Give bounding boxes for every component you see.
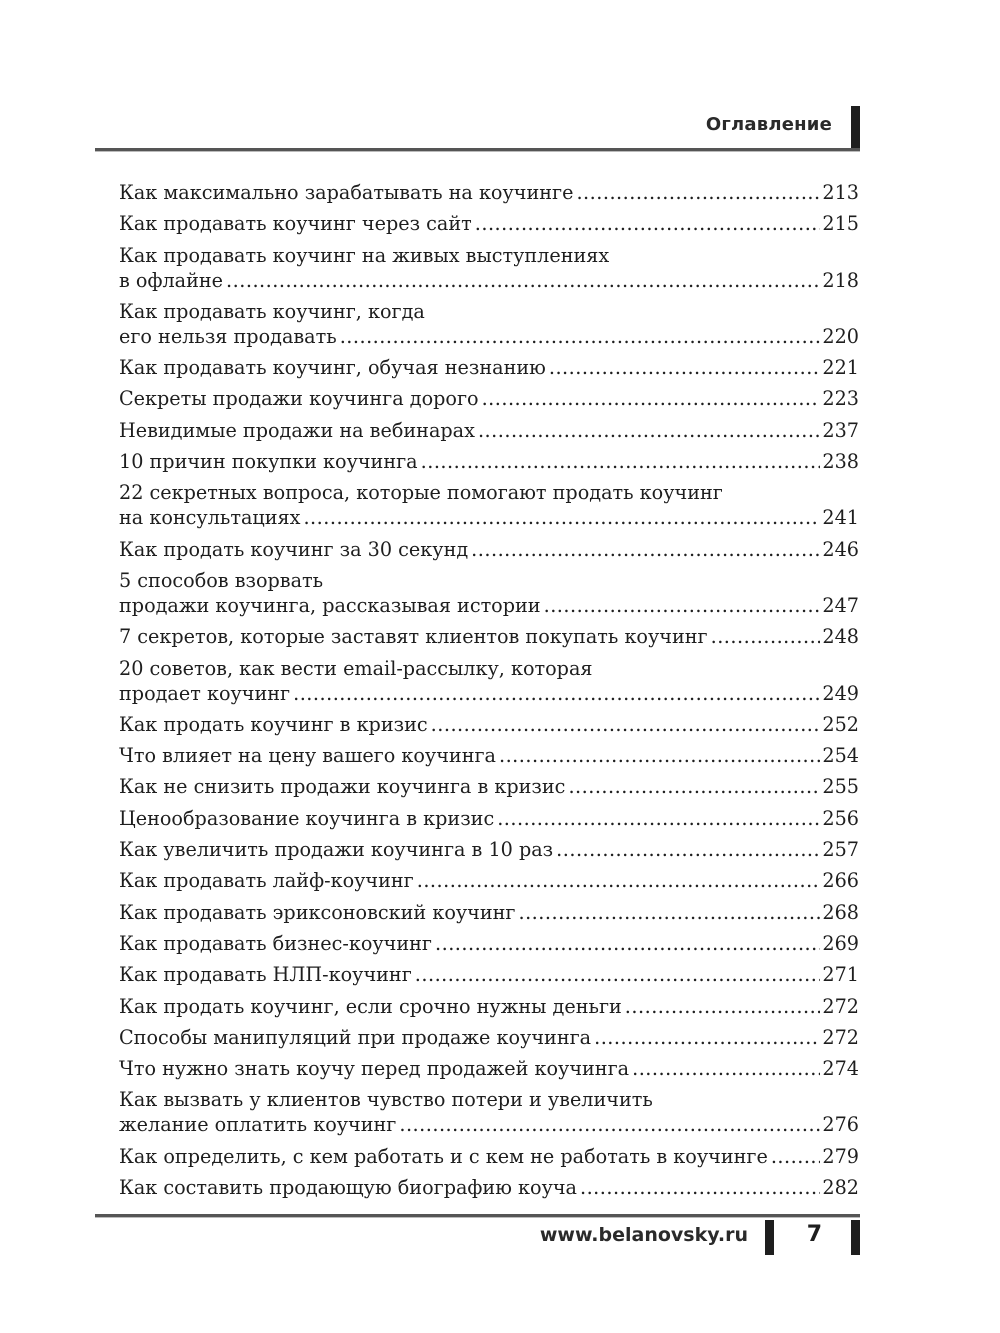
toc-page-number: 272	[822, 1025, 859, 1049]
toc-page-number: 256	[822, 806, 859, 830]
dot-leader	[399, 1112, 820, 1137]
toc-entry-row	[119, 537, 859, 562]
toc-page-number: 266	[822, 869, 859, 893]
toc-entry-title-line: 20 советов, как вести email-рассылку, которая	[119, 656, 593, 680]
toc-entry[interactable]	[119, 962, 859, 987]
toc-entry-row	[119, 1144, 859, 1169]
toc-entry-title: Как увеличить продажи коучинга в 10 раз	[119, 838, 554, 862]
toc-entry[interactable]	[119, 624, 859, 649]
toc-entry-title: Как составить продающую биографию коуча	[119, 1176, 577, 1200]
toc-page-number: 237	[822, 418, 859, 442]
dot-leader	[549, 355, 821, 380]
dot-leader	[415, 962, 821, 987]
toc-entry-title: его нельзя продавать	[119, 324, 337, 348]
toc-entry-row	[119, 418, 859, 443]
toc-entry-title: Как продавать коучинг через сайт	[119, 212, 472, 236]
toc-entry-title-line: Как вызвать у клиентов чувство потери и увеличить	[119, 1088, 653, 1112]
dot-leader	[482, 386, 821, 411]
dot-leader	[576, 180, 820, 205]
toc-entry-row	[119, 743, 859, 768]
toc-entry[interactable]	[119, 243, 859, 293]
toc-entry-row	[119, 962, 859, 987]
dot-leader	[435, 931, 820, 956]
toc-entry-title-line: Как продавать коучинг на живых выступлениях	[119, 243, 610, 267]
dot-leader	[771, 1144, 821, 1169]
toc-entry-row	[119, 593, 859, 618]
toc-entry-title: желание оплатить коучинг	[119, 1113, 397, 1137]
toc-entry[interactable]	[119, 743, 859, 768]
toc-page-number: 247	[822, 593, 859, 617]
toc-entry-title: продажи коучинга, рассказывая истории	[119, 593, 541, 617]
dot-leader	[518, 900, 820, 925]
toc-entry-title: Что нужно знать коучу перед продажей коучинга	[119, 1057, 630, 1081]
toc-entry-row	[119, 624, 859, 649]
toc-entry[interactable]	[119, 656, 859, 706]
toc-entry-title: Как продать коучинг в кризис	[119, 712, 428, 736]
toc-page-number: 215	[822, 212, 859, 236]
toc-entry-title: Как продавать лайф-коучинг	[119, 869, 414, 893]
page-number: 7	[806, 1222, 822, 1247]
toc-page-number: 269	[822, 931, 859, 955]
toc-entry-row	[119, 837, 859, 862]
header-divider	[95, 148, 860, 152]
toc-entry-row	[119, 774, 859, 799]
toc-page-number: 254	[822, 744, 859, 768]
toc-entry-title: Как продавать коучинг, обучая незнанию	[119, 356, 546, 380]
dot-leader	[431, 712, 821, 737]
dot-leader	[594, 1025, 820, 1050]
toc-entry-row	[119, 505, 859, 530]
toc-page-number: 271	[822, 963, 859, 987]
dot-leader	[471, 537, 820, 562]
dot-leader	[711, 624, 821, 649]
toc-entry-title: Способы манипуляций при продаже коучинга	[119, 1025, 592, 1049]
dot-leader	[478, 418, 820, 443]
toc-page-number: 252	[822, 712, 859, 736]
toc-entry-title: Что влияет на цену вашего коучинга	[119, 744, 496, 768]
dot-leader	[568, 774, 820, 799]
toc-entry-row	[119, 900, 859, 925]
toc-page-number: 248	[822, 625, 859, 649]
website-url: www.belanovsky.ru	[539, 1224, 748, 1246]
table-of-contents	[119, 180, 859, 1206]
toc-page-number: 213	[822, 181, 859, 204]
dot-leader	[497, 806, 820, 831]
toc-page-number: 257	[822, 838, 859, 862]
toc-entry-title-line: Как продавать коучинг, когда	[119, 299, 425, 323]
page-footer	[95, 1214, 860, 1264]
toc-page-number: 238	[822, 450, 859, 474]
toc-entry-title: 10 причин покупки коучинга	[119, 450, 418, 474]
toc-entry[interactable]	[119, 1175, 859, 1200]
toc-entry-title: Как максимально зарабатывать на коучинге	[119, 181, 574, 204]
toc-entry-title: Как продать коучинг, если срочно нужны деньги	[119, 994, 622, 1018]
toc-entry[interactable]	[119, 386, 859, 411]
footer-divider	[95, 1214, 860, 1218]
toc-page-number: 268	[822, 900, 859, 924]
toc-page-number: 223	[822, 387, 859, 411]
toc-page-number: 274	[822, 1057, 859, 1081]
toc-entry[interactable]	[119, 1025, 859, 1050]
toc-entry-title: Как определить, с кем работать и с кем не работать в коучинге	[119, 1144, 768, 1168]
toc-entry-title: продает коучинг	[119, 681, 291, 705]
toc-entry[interactable]	[119, 994, 859, 1019]
section-title: Оглавление	[705, 114, 832, 135]
toc-entry-title: Как не снизить продажи коучинга в кризис	[119, 775, 566, 799]
toc-entry-title: в офлайне	[119, 268, 224, 292]
dot-leader	[499, 743, 820, 768]
toc-entry[interactable]	[119, 537, 859, 562]
toc-page-number: 241	[822, 506, 859, 530]
footer-accent-bar-left	[765, 1220, 774, 1255]
toc-entry[interactable]	[119, 806, 859, 831]
toc-entry-title: Секреты продажи коучинга дорого	[119, 387, 479, 411]
toc-page-number: 246	[822, 537, 859, 561]
toc-page-number: 221	[822, 356, 859, 380]
dot-leader	[632, 1056, 820, 1081]
footer-accent-bar-right	[851, 1220, 860, 1255]
toc-entry[interactable]	[119, 355, 859, 380]
toc-entry-row	[119, 386, 859, 411]
toc-entry-title: на консультациях	[119, 506, 301, 530]
toc-entry-row	[119, 211, 859, 236]
toc-entry[interactable]	[119, 712, 859, 737]
toc-entry-row	[119, 712, 859, 737]
toc-page-number: 272	[822, 994, 859, 1018]
toc-entry[interactable]	[119, 418, 859, 443]
toc-page-number: 255	[822, 775, 859, 799]
header-accent-bar	[851, 106, 860, 152]
toc-page-number: 218	[822, 268, 859, 292]
toc-entry[interactable]	[119, 299, 859, 349]
dot-leader	[421, 449, 821, 474]
toc-entry-row	[119, 1025, 859, 1050]
toc-entry[interactable]	[119, 837, 859, 862]
dot-leader	[417, 868, 821, 893]
toc-entry[interactable]	[119, 868, 859, 893]
toc-entry-row	[119, 1056, 859, 1081]
toc-entry[interactable]	[119, 1056, 859, 1081]
toc-entry-title: Ценообразование коучинга в кризис	[119, 806, 495, 830]
toc-entry[interactable]	[119, 1087, 859, 1137]
toc-entry-row	[119, 355, 859, 380]
toc-entry-title: Как продавать бизнес-коучинг	[119, 931, 432, 955]
toc-entry[interactable]	[119, 180, 859, 205]
dot-leader	[293, 681, 820, 706]
dot-leader	[625, 994, 821, 1019]
toc-page-number: 220	[822, 324, 859, 348]
toc-entry[interactable]	[119, 774, 859, 799]
toc-page-number: 282	[822, 1176, 859, 1200]
toc-entry-row	[119, 994, 859, 1019]
toc-page-number: 276	[822, 1113, 859, 1137]
toc-entry[interactable]	[119, 211, 859, 236]
toc-entry[interactable]	[119, 900, 859, 925]
toc-entry-row	[119, 868, 859, 893]
toc-entry-title-line: 5 способов взорвать	[119, 568, 324, 592]
toc-entry-title: Как продать коучинг за 30 секунд	[119, 537, 469, 561]
dot-leader	[340, 324, 821, 349]
dot-leader	[303, 505, 820, 530]
toc-entry-row	[119, 1175, 859, 1200]
toc-entry-title: Как продавать эриксоновский коучинг	[119, 900, 516, 924]
dot-leader	[475, 211, 821, 236]
toc-entry-title: Невидимые продажи на вебинарах	[119, 418, 475, 442]
toc-entry-row	[119, 324, 859, 349]
toc-entry-row	[119, 931, 859, 956]
toc-entry-row	[119, 449, 859, 474]
toc-entry[interactable]	[119, 449, 859, 474]
toc-entry[interactable]	[119, 568, 859, 618]
toc-entry-row	[119, 681, 859, 706]
dot-leader	[580, 1175, 820, 1200]
dot-leader	[544, 593, 821, 618]
toc-entry-row	[119, 180, 859, 205]
toc-entry-row	[119, 268, 859, 293]
toc-entry[interactable]	[119, 480, 859, 530]
dot-leader	[556, 837, 820, 862]
toc-entry-title: Как продавать НЛП-коучинг	[119, 963, 412, 987]
toc-entry-row	[119, 1112, 859, 1137]
toc-page-number: 279	[822, 1144, 859, 1168]
toc-page-number: 249	[822, 681, 859, 705]
toc-entry[interactable]	[119, 1144, 859, 1169]
toc-entry[interactable]	[119, 931, 859, 956]
page-header	[95, 104, 860, 154]
toc-entry-row	[119, 806, 859, 831]
toc-entry-title-line: 22 секретных вопроса, которые помогают продать коучинг	[119, 481, 723, 505]
toc-entry-title: 7 секретов, которые заставят клиентов покупать коучинг	[119, 625, 708, 649]
dot-leader	[226, 268, 820, 293]
